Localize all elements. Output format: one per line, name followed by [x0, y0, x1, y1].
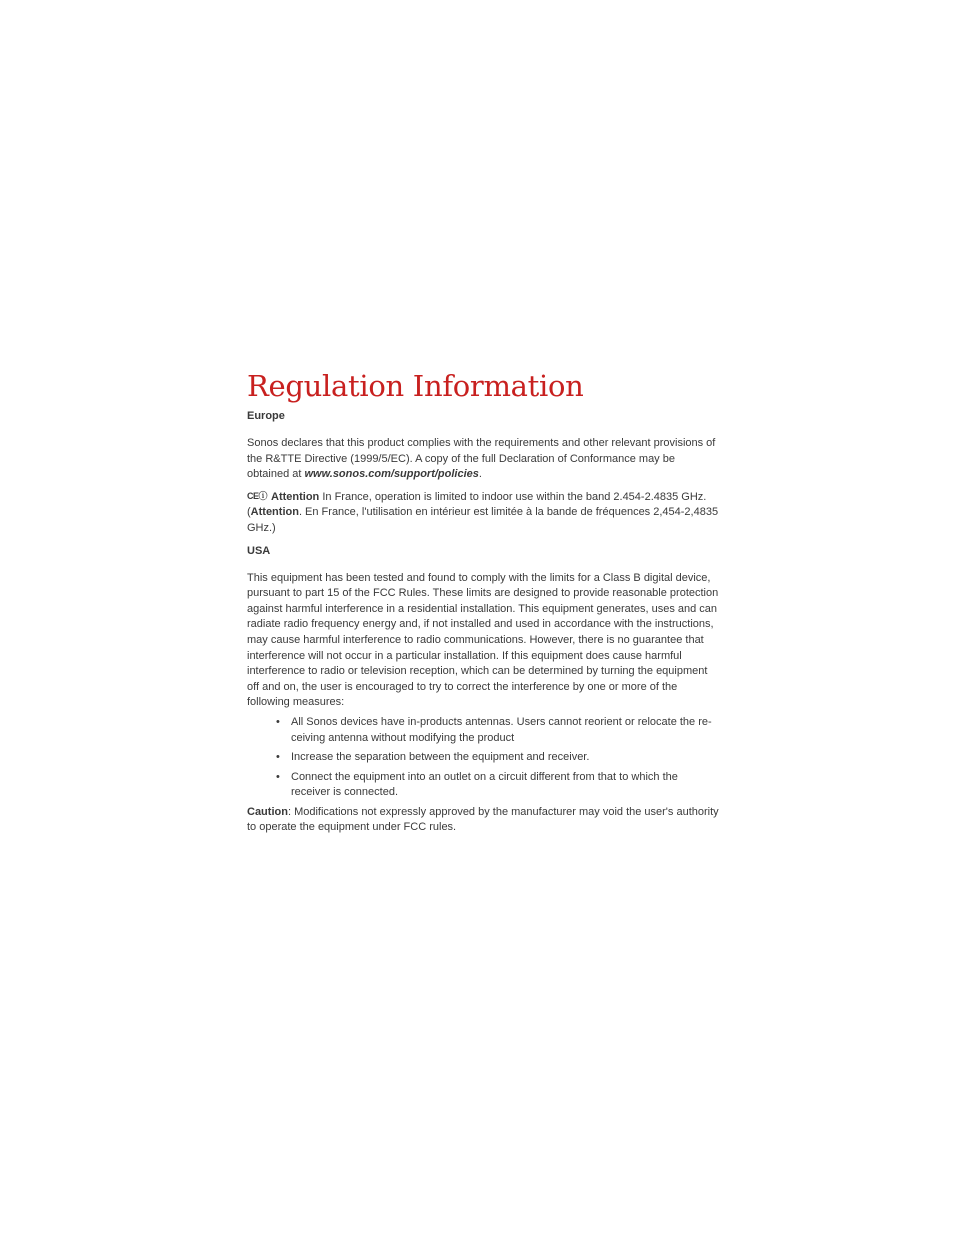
attention-fr-text: . En France, l'utilisation en intérieur est limitée à la bande de fréquences 2,454-2,4835 GHz.) [247, 506, 719, 534]
measure-text: Increase the separation between the equipment and receiver. [291, 751, 590, 764]
attention-fr-label: Attention [250, 506, 299, 519]
attention-label: Attention [271, 490, 320, 503]
caution-label: Caution [247, 805, 288, 818]
measures-list [247, 715, 719, 801]
list-item [276, 770, 719, 801]
fcc-statement: This equipment has been tested and found to comply with the limits for a Class B digital device, pursuant to part 15 of the FCC Rules. These limits are designed to provide reasonable protection against harmful interference in a residential installation. This equipment generates, uses and can radiate radio frequency energy and, if not installed and used in accordance with the instructions, may cause harmful interference to radio communications. However, there is no guarantee that interference will not occur in a particular installation. If this equipment does cause harmful interference to radio or television reception, which can be determined by turning the equipment off and on, the user is encouraged to try to correct the interference by one or more of the following measures: [247, 571, 719, 709]
declaration-text: Sonos declares that this product complies with the requirements and other relevant provisions of the R&TTE Directive (1999/5/EC). A copy of the full Declaration of Conformance may be obtained at [247, 437, 716, 481]
policies-link[interactable]: www.sonos.com/support/policies [304, 468, 479, 481]
usa-heading: USA [247, 544, 271, 557]
list-item [276, 715, 719, 746]
page-title: Regulation Information [247, 369, 584, 403]
bullet-icon: • [276, 751, 280, 764]
regulation-page [247, 366, 719, 836]
caution-text: : Modifications not expressly approved by the manufacturer may void the user's authority to operate the equipment under FCC rules. [247, 805, 719, 834]
declaration-end: . [478, 468, 482, 481]
france-attention [247, 489, 719, 537]
caution-statement [247, 805, 719, 836]
measure-text: All Sonos devices have in-products antennas. Users cannot reorient or relocate the re-ceiving antenna without modifying the product [291, 715, 712, 744]
bullet-icon: • [276, 770, 280, 783]
measure-text: Connect the equipment into an outlet on a circuit different from that to which the receiver is connected. [291, 770, 678, 799]
attention-text: In France, operation is limited to indoor use within the band 2.454-2.4835 GHz. ( [247, 490, 707, 519]
ce-mark-icon: CEⓘ [247, 490, 268, 501]
list-item [276, 750, 719, 766]
europe-heading: Europe [247, 410, 285, 422]
europe-declaration [247, 436, 719, 483]
bullet-icon: • [276, 715, 280, 728]
